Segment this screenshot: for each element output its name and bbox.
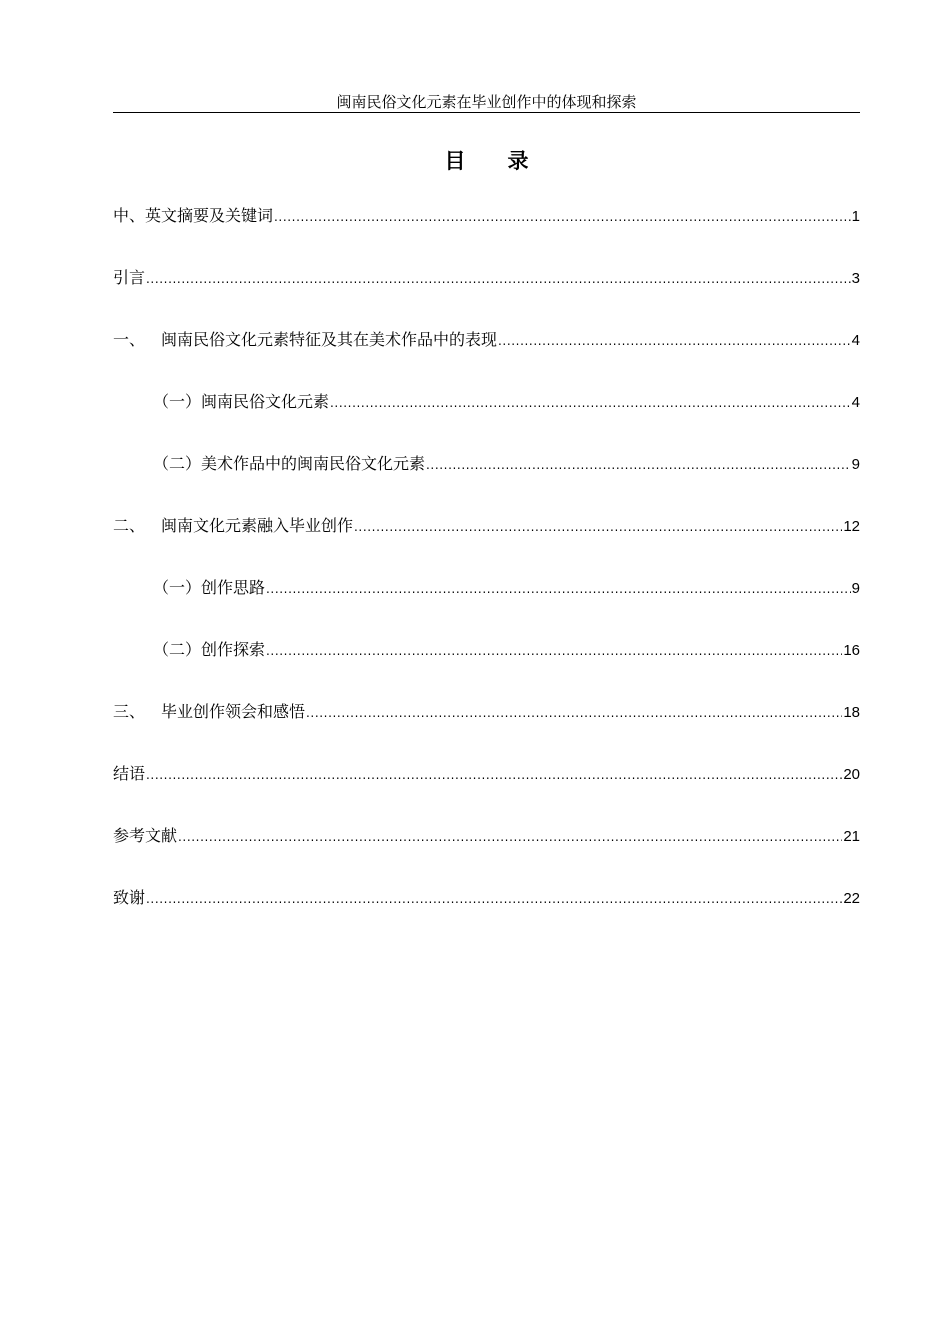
toc-title xyxy=(113,147,860,175)
toc-dot-leader xyxy=(146,265,851,293)
toc-entry-label: 闽南文化元素融入毕业创作 xyxy=(161,516,354,535)
toc-entry-chapter-3[interactable] xyxy=(113,698,860,760)
toc-entry-label: 结语 xyxy=(113,764,146,783)
toc-entry-page: 18 xyxy=(843,704,860,721)
toc-dot-leader xyxy=(274,203,851,231)
toc-entry-introduction[interactable] xyxy=(113,264,860,326)
toc-entry-conclusion[interactable] xyxy=(113,760,860,822)
toc-entry-chapter-2-section-1[interactable] xyxy=(113,574,860,636)
toc-entry-acknowledgements[interactable] xyxy=(113,884,860,946)
toc-entry-references[interactable] xyxy=(113,822,860,884)
toc-dot-leader xyxy=(146,885,842,913)
toc-dot-leader xyxy=(330,389,851,417)
toc-dot-leader xyxy=(306,699,842,727)
toc-entry-page: 16 xyxy=(843,642,860,659)
toc-entry-page: 21 xyxy=(843,828,860,845)
toc-entry-label: （一）创作思路 xyxy=(153,578,266,597)
toc-dot-leader xyxy=(426,451,851,479)
toc-title-part1: 目 xyxy=(444,149,466,173)
toc-entry-label: （二）创作探索 xyxy=(153,640,266,659)
toc-entry-label: 参考文献 xyxy=(113,826,178,845)
toc-dot-leader xyxy=(354,513,842,541)
toc-entry-label: （一）闽南民俗文化元素 xyxy=(153,392,330,411)
toc-entry-chapter-2[interactable] xyxy=(113,512,860,574)
toc-entry-chapter-2-section-2[interactable] xyxy=(113,636,860,698)
toc-dot-leader xyxy=(146,761,842,789)
toc-dot-leader xyxy=(178,823,842,851)
toc-entry-page: 20 xyxy=(843,766,860,783)
toc-entry-label: 中、英文摘要及关键词 xyxy=(113,206,274,225)
toc-entry-number: 一、 xyxy=(113,330,146,349)
toc-entry-label: 引言 xyxy=(113,268,146,287)
toc-entry-abstract[interactable] xyxy=(113,202,860,264)
toc-entry-chapter-1-section-1[interactable] xyxy=(113,388,860,450)
toc-entry-chapter-1-section-2[interactable] xyxy=(113,450,860,512)
toc-entry-page: 9 xyxy=(851,580,860,597)
toc-entry-page: 3 xyxy=(851,270,860,287)
toc-entry-label: 致谢 xyxy=(113,888,146,907)
toc-entry-number: 三、 xyxy=(113,702,146,721)
toc-entry-label: （二）美术作品中的闽南民俗文化元素 xyxy=(153,454,426,473)
toc-dot-leader xyxy=(266,637,842,665)
toc-dot-leader xyxy=(498,327,851,355)
running-header xyxy=(113,92,860,113)
toc-dot-leader xyxy=(266,575,851,603)
toc-entry-page: 22 xyxy=(843,890,860,907)
toc-entry-page: 4 xyxy=(851,332,860,349)
running-header-title: 闽南民俗文化元素在毕业创作中的体现和探索 xyxy=(336,93,637,111)
toc-entry-page: 1 xyxy=(851,208,860,225)
toc-entry-number: 二、 xyxy=(113,516,146,535)
toc-entry-label: 闽南民俗文化元素特征及其在美术作品中的表现 xyxy=(161,330,498,349)
toc-entry-page: 9 xyxy=(851,456,860,473)
toc-entry-label: 毕业创作领会和感悟 xyxy=(161,702,306,721)
toc-title-part2: 录 xyxy=(507,149,529,173)
toc-list xyxy=(113,202,860,946)
toc-entry-page: 12 xyxy=(843,518,860,535)
toc-entry-chapter-1[interactable] xyxy=(113,326,860,388)
toc-entry-page: 4 xyxy=(851,394,860,411)
